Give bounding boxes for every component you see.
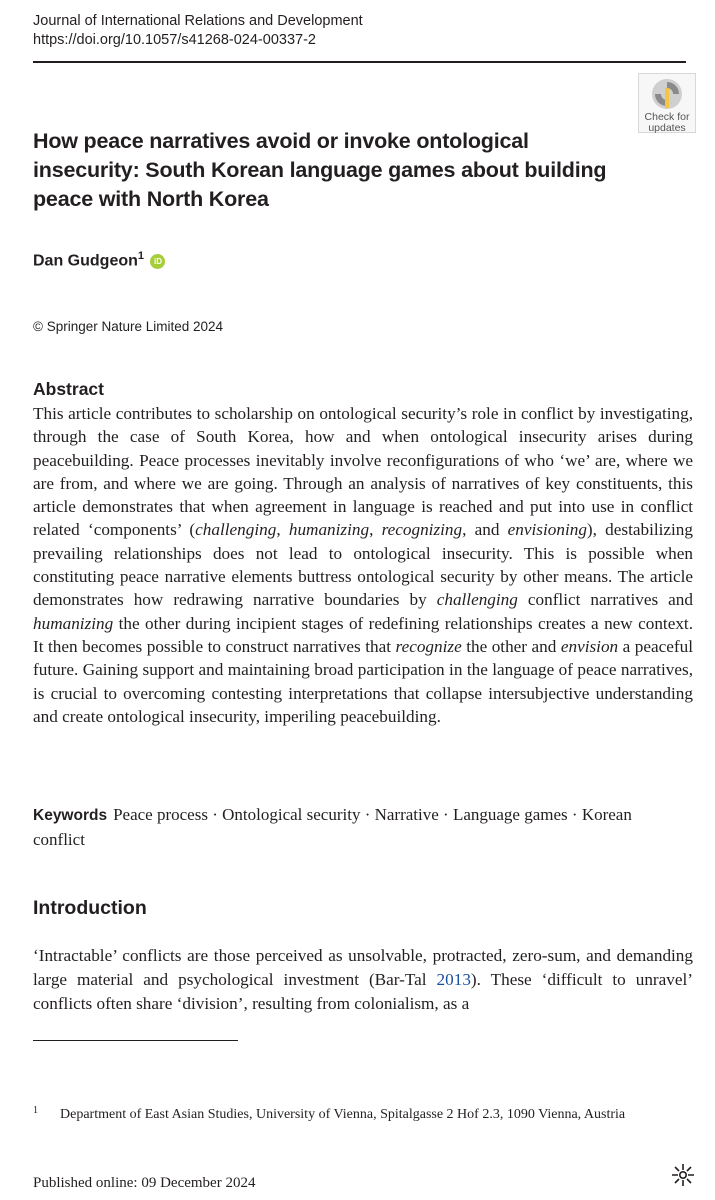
abstract-body: This article contributes to scholarship on ontological security’s role in conflict by investigating, through the case of South Korea, how and when ontological insecurity arises during peacebuilding. Peace processes inevitably involve reconfigurations of who ‘we’ are, where we are from, and where we are going. Through an analysis of narratives of key constituents, this article demonstrates that when agreement in language is reached and put into use in conflict related ‘components’ (challenging, humanizing, recognizing, and envisioning), destabilizing prevailing relationships does not lead to ontological insecurity. This is possible when constituting peace narrative elements buttress ontological security by other means. The article demonstrates how redrawing narrative boundaries by challenging conflict narratives and humanizing the other during incipient stages of redefining relationships creates a new context. It then becomes possible to construct narratives that recognize the other and envision a peaceful future. Gaining support and maintaining broad participation in the language of peace narratives, is crucial to overcoming contesting interpretations that collapse intersubjective understanding and create ontological insecurity, imperiling peacebuilding. (33, 404, 693, 726)
footnote-text: Department of East Asian Studies, University of Vienna, Spitalgasse 2 Hof 2.3, 1090 Vienna, Austria (60, 1107, 626, 1122)
orcid-icon[interactable]: iD (150, 254, 165, 269)
check-updates-icon (650, 77, 684, 111)
article-title: How peace narratives avoid or invoke ontological insecurity: South Korean language games about building peace with North Korea (33, 129, 607, 211)
introduction-heading: Introduction (33, 897, 147, 919)
footnote-rule (33, 1040, 238, 1041)
abstract-heading: Abstract (33, 379, 104, 399)
header-rule (33, 61, 686, 63)
keywords-list: Peace process · Ontological security · Narrative · Language games · Korean conflict (33, 805, 632, 849)
keywords (33, 803, 683, 851)
footnote-mark: 1 (33, 1105, 38, 1116)
introduction-body: ‘Intractable’ conflicts are those perceived as unsolvable, protracted, zero-sum, and demanding large material and psychological investment (Bar-Tal 2013). These ‘difficult to unravel’ conflicts often share ‘division’, resulting from colonialism, as a (33, 946, 693, 1013)
springer-logo-icon (670, 1162, 696, 1188)
check-for-updates-badge[interactable] (638, 73, 696, 133)
author-line (33, 245, 165, 272)
doi-link[interactable]: https://doi.org/10.1057/s41268-024-00337-2 (33, 32, 316, 48)
journal-name: Journal of International Relations and Development (33, 13, 363, 29)
affiliation-mark: 1 (137, 250, 145, 262)
check-updates-label: Check for updates (644, 111, 690, 134)
published-date: Published online: 09 December 2024 (33, 1175, 256, 1191)
footnote (33, 1106, 673, 1124)
citation-link[interactable]: 2013 (436, 969, 471, 989)
author-name: Dan Gudgeon (33, 252, 138, 270)
journal-header (33, 12, 363, 50)
copyright: © Springer Nature Limited 2024 (33, 319, 224, 334)
keywords-label: Keywords (33, 807, 108, 824)
